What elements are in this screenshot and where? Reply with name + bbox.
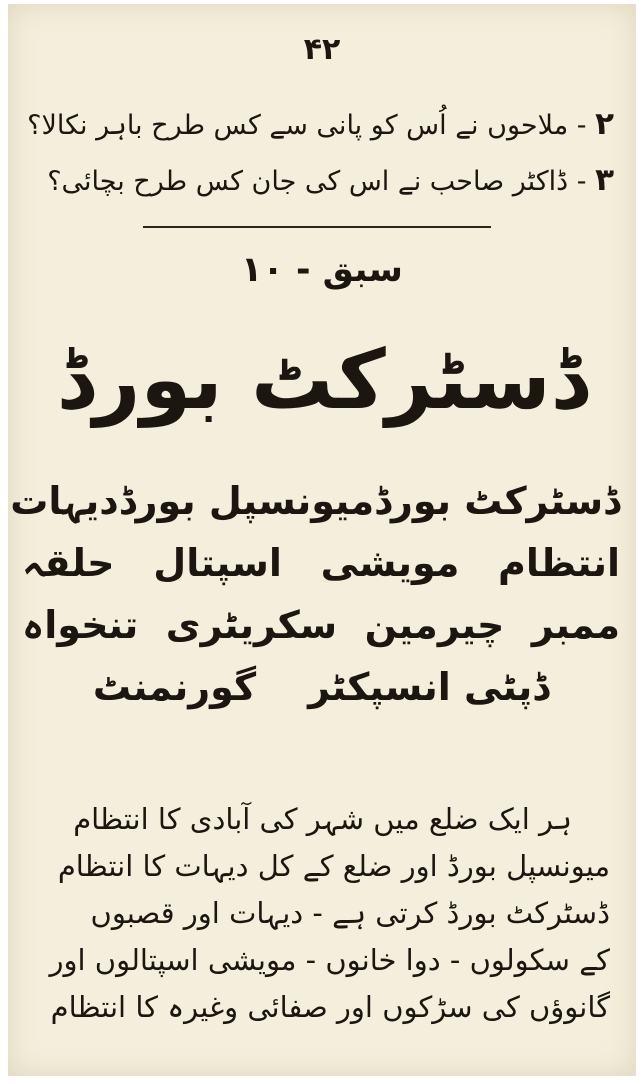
lesson-passage bbox=[20, 796, 610, 1031]
vocabulary-row bbox=[22, 656, 620, 718]
passage-line: ڈسٹرکٹ بورڈ کرتی ہے - دیہات اور قصبوں bbox=[90, 896, 610, 930]
question-dash: - bbox=[568, 110, 587, 141]
vocabulary-word: تنخواہ bbox=[22, 603, 139, 647]
passage-line: کے سکولوں - دوا خانوں - مویشی اسپتالوں اور bbox=[49, 943, 610, 977]
question-number: ۳ bbox=[595, 162, 614, 198]
passage-line: میونسپل بورڈ اور ضلع کے کل دیہات کا انتظام bbox=[57, 849, 610, 883]
vocabulary-word: گورنمنٹ bbox=[92, 665, 257, 709]
question-number: ۲ bbox=[595, 106, 614, 142]
review-questions bbox=[26, 96, 614, 208]
vocabulary-word: مویشی bbox=[320, 541, 460, 585]
lesson-title: ڈسٹرکٹ بورڈ bbox=[56, 333, 588, 428]
vocabulary-word: اسپتال bbox=[153, 541, 282, 585]
vocabulary-word: دیہات bbox=[10, 479, 119, 523]
passage-line: ہر ایک ضلع میں شہر کی آبادی کا انتظام bbox=[73, 802, 572, 836]
vocabulary-word: میونسپل بورڈ bbox=[118, 479, 375, 523]
vocabulary-word: سکریٹری bbox=[165, 603, 338, 647]
section-divider bbox=[143, 226, 491, 228]
question-text: ملاحوں نے اُس کو پانی سے کس طرح باہر نکالا؟ bbox=[27, 110, 569, 141]
passage-line: گانوؤں کی سڑکوں اور صفائی وغیرہ کا انتظام bbox=[50, 990, 610, 1024]
book-page bbox=[8, 4, 636, 1076]
lesson-number: سبق - ۱۰ bbox=[241, 250, 403, 290]
question-text: ڈاکٹر صاحب نے اس کی جان کس طرح بچائی؟ bbox=[47, 166, 569, 197]
vocabulary-word: ڈپٹی انسپکٹر bbox=[308, 665, 550, 709]
vocabulary-word: ممبر bbox=[531, 603, 620, 647]
vocabulary-word: چیرمین bbox=[364, 603, 505, 647]
vocabulary-word: انتظام bbox=[498, 541, 620, 585]
vocabulary-list bbox=[10, 470, 620, 718]
question-item bbox=[26, 96, 614, 152]
vocabulary-row bbox=[22, 532, 620, 594]
question-dash: - bbox=[568, 166, 587, 197]
vocabulary-word: حلقہ bbox=[22, 541, 115, 585]
question-item bbox=[26, 152, 614, 208]
vocabulary-row bbox=[22, 594, 620, 656]
vocabulary-word: ڈسٹرکٹ بورڈ bbox=[374, 479, 620, 523]
page-number: ۴۲ bbox=[303, 32, 341, 67]
vocabulary-row bbox=[10, 470, 620, 532]
